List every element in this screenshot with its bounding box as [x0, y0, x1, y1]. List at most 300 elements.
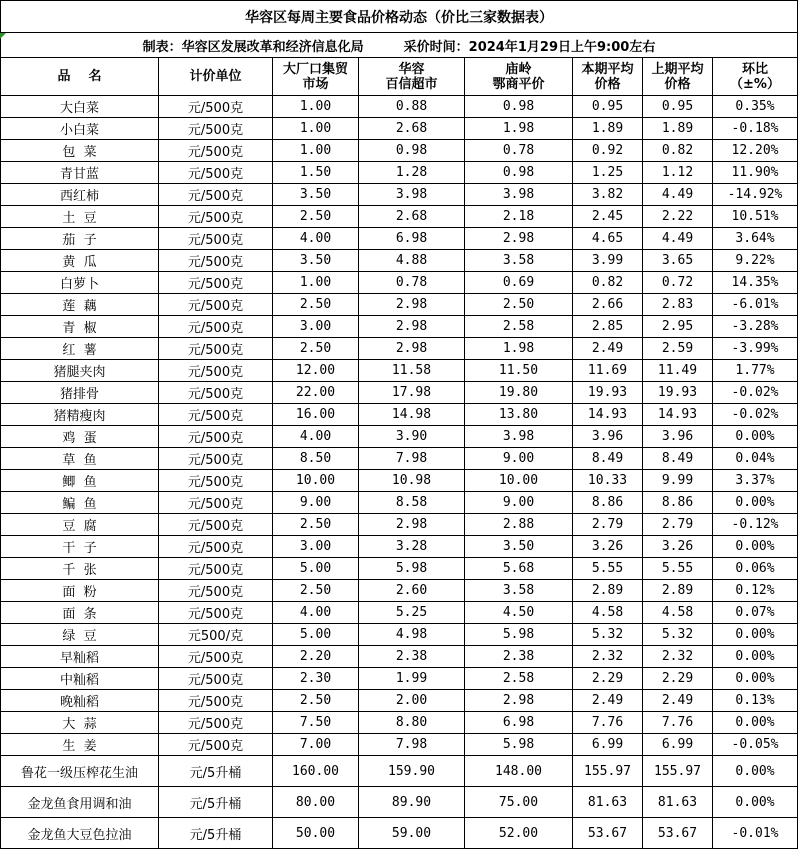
market-1-price-cell: 80.00 [273, 787, 359, 818]
previous-avg-cell: 2.59 [643, 338, 713, 360]
header-market-1 [273, 58, 359, 96]
current-avg-cell: 7.76 [573, 712, 643, 734]
market-2-price-cell: 2.00 [359, 690, 465, 712]
market-3-price-cell: 13.80 [465, 404, 573, 426]
change-percent-cell: 0.07% [713, 602, 798, 624]
current-avg-cell: 1.25 [573, 162, 643, 184]
unit-cell: 元/500克 [159, 602, 273, 624]
table-row [1, 96, 798, 118]
change-percent-cell: -0.02% [713, 404, 798, 426]
unit-cell: 元/500克 [159, 448, 273, 470]
market-2-price-cell: 2.38 [359, 646, 465, 668]
header-change-line-1: 环比 [741, 61, 768, 77]
change-percent-cell: -6.01% [713, 294, 798, 316]
previous-avg-cell: 11.49 [643, 360, 713, 382]
change-percent-cell: 1.77% [713, 360, 798, 382]
market-1-price-cell: 3.50 [273, 184, 359, 206]
previous-avg-cell: 3.96 [643, 426, 713, 448]
table-row [1, 470, 798, 492]
market-3-price-cell: 4.50 [465, 602, 573, 624]
change-percent-cell: 0.00% [713, 492, 798, 514]
item-name-cell: 大 蒜 [1, 712, 159, 734]
table-row [1, 690, 798, 712]
market-2-price-cell: 8.80 [359, 712, 465, 734]
previous-avg-cell: 14.93 [643, 404, 713, 426]
change-percent-cell: 9.22% [713, 250, 798, 272]
market-1-price-cell: 2.50 [273, 206, 359, 228]
market-3-price-cell: 2.18 [465, 206, 573, 228]
current-avg-cell: 155.97 [573, 756, 643, 787]
item-name-cell: 猪精瘦肉 [1, 404, 159, 426]
change-percent-cell: 0.00% [713, 646, 798, 668]
unit-cell: 元/500克 [159, 712, 273, 734]
change-percent-cell: 0.13% [713, 690, 798, 712]
table-row [1, 360, 798, 382]
market-2-price-cell: 8.58 [359, 492, 465, 514]
market-3-price-cell: 9.00 [465, 448, 573, 470]
current-avg-cell: 3.99 [573, 250, 643, 272]
market-3-price-cell: 2.98 [465, 228, 573, 250]
item-name-cell: 绿 豆 [1, 624, 159, 646]
item-name-cell: 中籼稻 [1, 668, 159, 690]
market-2-price-cell: 4.98 [359, 624, 465, 646]
change-percent-cell: 3.37% [713, 470, 798, 492]
table-row [1, 492, 798, 514]
table-row [1, 536, 798, 558]
unit-cell: 元/500克 [159, 162, 273, 184]
market-2-price-cell: 2.98 [359, 338, 465, 360]
unit-cell: 元/500克 [159, 668, 273, 690]
header-current-avg-line-1: 本期平均 [581, 61, 634, 77]
market-3-price-cell: 6.98 [465, 712, 573, 734]
current-avg-cell: 4.58 [573, 602, 643, 624]
table-row [1, 206, 798, 228]
market-3-price-cell: 5.68 [465, 558, 573, 580]
change-percent-cell: 3.64% [713, 228, 798, 250]
maker-label: 制表：华容区发展改革和经济信息化局 [142, 39, 364, 55]
unit-cell: 元/500克 [159, 316, 273, 338]
market-2-price-cell: 2.60 [359, 580, 465, 602]
change-percent-cell: 0.35% [713, 96, 798, 118]
market-1-price-cell: 2.50 [273, 690, 359, 712]
table-row [1, 338, 798, 360]
market-3-price-cell: 52.00 [465, 818, 573, 849]
item-name-cell: 鸡 蛋 [1, 426, 159, 448]
market-1-price-cell: 1.00 [273, 140, 359, 162]
change-percent-cell: 0.00% [713, 668, 798, 690]
previous-avg-cell: 4.58 [643, 602, 713, 624]
change-percent-cell: -3.99% [713, 338, 798, 360]
market-3-price-cell: 19.80 [465, 382, 573, 404]
previous-avg-cell: 7.76 [643, 712, 713, 734]
header-current-avg-line-2: 价格 [594, 76, 621, 92]
current-avg-cell: 2.45 [573, 206, 643, 228]
market-1-price-cell: 8.50 [273, 448, 359, 470]
market-1-price-cell: 1.00 [273, 272, 359, 294]
header-market-3-line-1: 庙岭 [505, 61, 532, 77]
market-3-price-cell: 2.58 [465, 668, 573, 690]
unit-cell: 元/500克 [159, 294, 273, 316]
previous-avg-cell: 2.22 [643, 206, 713, 228]
market-3-price-cell: 0.78 [465, 140, 573, 162]
market-2-price-cell: 2.98 [359, 316, 465, 338]
table-row [1, 426, 798, 448]
market-1-price-cell: 12.00 [273, 360, 359, 382]
market-3-price-cell: 0.69 [465, 272, 573, 294]
item-name-cell: 草 鱼 [1, 448, 159, 470]
previous-avg-cell: 2.29 [643, 668, 713, 690]
market-2-price-cell: 7.98 [359, 448, 465, 470]
current-avg-cell: 10.33 [573, 470, 643, 492]
item-name-cell: 早籼稻 [1, 646, 159, 668]
market-2-price-cell: 3.28 [359, 536, 465, 558]
change-percent-cell: 11.90% [713, 162, 798, 184]
table-row [1, 294, 798, 316]
previous-avg-cell: 4.49 [643, 184, 713, 206]
current-avg-cell: 19.93 [573, 382, 643, 404]
unit-cell: 元/500克 [159, 426, 273, 448]
current-avg-cell: 2.85 [573, 316, 643, 338]
market-3-price-cell: 2.88 [465, 514, 573, 536]
change-percent-cell: 10.51% [713, 206, 798, 228]
market-1-price-cell: 2.50 [273, 294, 359, 316]
previous-avg-cell: 6.99 [643, 734, 713, 756]
market-2-price-cell: 1.99 [359, 668, 465, 690]
item-name-cell: 豆 腐 [1, 514, 159, 536]
item-name-cell: 面 粉 [1, 580, 159, 602]
current-avg-cell: 81.63 [573, 787, 643, 818]
header-market-2-line-1: 华容 [398, 61, 425, 77]
market-1-price-cell: 16.00 [273, 404, 359, 426]
item-name-cell: 青甘蓝 [1, 162, 159, 184]
market-2-price-cell: 3.90 [359, 426, 465, 448]
current-avg-cell: 14.93 [573, 404, 643, 426]
item-name-cell: 大白菜 [1, 96, 159, 118]
current-avg-cell: 2.79 [573, 514, 643, 536]
unit-cell: 元/500克 [159, 206, 273, 228]
unit-cell: 元/500克 [159, 580, 273, 602]
header-market-2 [359, 58, 465, 96]
change-percent-cell: -3.28% [713, 316, 798, 338]
market-2-price-cell: 0.78 [359, 272, 465, 294]
unit-cell: 元/500克 [159, 118, 273, 140]
unit-cell: 元/500克 [159, 96, 273, 118]
market-3-price-cell: 5.98 [465, 624, 573, 646]
market-3-price-cell: 3.98 [465, 184, 573, 206]
market-3-price-cell: 5.98 [465, 734, 573, 756]
previous-avg-cell: 2.83 [643, 294, 713, 316]
market-1-price-cell: 2.50 [273, 514, 359, 536]
table-row [1, 756, 798, 787]
table-row [1, 272, 798, 294]
market-3-price-cell: 9.00 [465, 492, 573, 514]
market-3-price-cell: 3.58 [465, 580, 573, 602]
change-percent-cell: 0.00% [713, 756, 798, 787]
change-percent-cell: -0.05% [713, 734, 798, 756]
item-name-cell: 白萝卜 [1, 272, 159, 294]
current-avg-cell: 8.49 [573, 448, 643, 470]
market-3-price-cell: 1.98 [465, 118, 573, 140]
market-1-price-cell: 2.20 [273, 646, 359, 668]
change-percent-cell: 0.06% [713, 558, 798, 580]
cell-comment-marker [0, 33, 6, 39]
current-avg-cell: 5.55 [573, 558, 643, 580]
current-avg-cell: 0.92 [573, 140, 643, 162]
table-row [1, 514, 798, 536]
change-percent-cell: 0.00% [713, 624, 798, 646]
market-2-price-cell: 3.98 [359, 184, 465, 206]
current-avg-cell: 0.82 [573, 272, 643, 294]
unit-cell: 元/500克 [159, 646, 273, 668]
market-1-price-cell: 3.00 [273, 316, 359, 338]
market-2-price-cell: 2.98 [359, 294, 465, 316]
table-row [1, 602, 798, 624]
previous-avg-cell: 2.95 [643, 316, 713, 338]
item-name-cell: 鳊 鱼 [1, 492, 159, 514]
header-previous-avg [643, 58, 713, 96]
market-3-price-cell: 2.98 [465, 690, 573, 712]
market-3-price-cell: 1.98 [465, 338, 573, 360]
market-3-price-cell: 75.00 [465, 787, 573, 818]
unit-cell: 元/500克 [159, 404, 273, 426]
header-previous-avg-line-2: 价格 [664, 76, 691, 92]
unit-cell: 元/5升桶 [159, 787, 273, 818]
change-percent-cell: 0.12% [713, 580, 798, 602]
header-current-avg [573, 58, 643, 96]
previous-avg-cell: 81.63 [643, 787, 713, 818]
item-name-cell: 猪腿夹肉 [1, 360, 159, 382]
unit-cell: 元/500克 [159, 690, 273, 712]
item-name-cell: 鲫 鱼 [1, 470, 159, 492]
market-3-price-cell: 3.50 [465, 536, 573, 558]
unit-cell: 元/500克 [159, 140, 273, 162]
item-name-cell: 金龙鱼大豆色拉油 [1, 818, 159, 849]
item-name-cell: 金龙鱼食用调和油 [1, 787, 159, 818]
change-percent-cell: -0.01% [713, 818, 798, 849]
current-avg-cell: 11.69 [573, 360, 643, 382]
market-1-price-cell: 3.00 [273, 536, 359, 558]
market-1-price-cell: 4.00 [273, 426, 359, 448]
table-row [1, 787, 798, 818]
unit-cell: 元/500克 [159, 338, 273, 360]
unit-cell: 元/500克 [159, 184, 273, 206]
market-3-price-cell: 3.98 [465, 426, 573, 448]
market-2-price-cell: 14.98 [359, 404, 465, 426]
market-2-price-cell: 59.00 [359, 818, 465, 849]
market-1-price-cell: 10.00 [273, 470, 359, 492]
market-2-price-cell: 5.98 [359, 558, 465, 580]
header-market-3 [465, 58, 573, 96]
table-row [1, 646, 798, 668]
market-1-price-cell: 2.50 [273, 580, 359, 602]
table-row [1, 734, 798, 756]
table-row [1, 818, 798, 849]
previous-avg-cell: 53.67 [643, 818, 713, 849]
change-percent-cell: 0.00% [713, 426, 798, 448]
current-avg-cell: 1.89 [573, 118, 643, 140]
table-row [1, 712, 798, 734]
market-3-price-cell: 148.00 [465, 756, 573, 787]
previous-avg-cell: 0.95 [643, 96, 713, 118]
unit-cell: 元500/克 [159, 624, 273, 646]
header-market-3-line-2: 鄂商平价 [492, 76, 545, 92]
change-percent-cell: 0.04% [713, 448, 798, 470]
previous-avg-cell: 3.26 [643, 536, 713, 558]
unit-cell: 元/500克 [159, 558, 273, 580]
header-row [1, 58, 798, 96]
current-avg-cell: 5.32 [573, 624, 643, 646]
market-3-price-cell: 3.58 [465, 250, 573, 272]
unit-cell: 元/500克 [159, 250, 273, 272]
market-2-price-cell: 10.98 [359, 470, 465, 492]
table-row [1, 184, 798, 206]
title-row [1, 1, 798, 33]
market-2-price-cell: 0.98 [359, 140, 465, 162]
table-row [1, 140, 798, 162]
change-percent-cell: -0.18% [713, 118, 798, 140]
table-row [1, 448, 798, 470]
table-row [1, 228, 798, 250]
change-percent-cell: 12.20% [713, 140, 798, 162]
unit-cell: 元/500克 [159, 536, 273, 558]
current-avg-cell: 2.32 [573, 646, 643, 668]
table-row [1, 250, 798, 272]
table-row [1, 404, 798, 426]
current-avg-cell: 2.66 [573, 294, 643, 316]
current-avg-cell: 53.67 [573, 818, 643, 849]
market-2-price-cell: 5.25 [359, 602, 465, 624]
current-avg-cell: 2.49 [573, 690, 643, 712]
header-previous-avg-line-1: 上期平均 [651, 61, 704, 77]
market-2-price-cell: 6.98 [359, 228, 465, 250]
change-percent-cell: -0.12% [713, 514, 798, 536]
header-market-2-line-2: 百信超市 [385, 76, 438, 92]
market-1-price-cell: 5.00 [273, 558, 359, 580]
previous-avg-cell: 19.93 [643, 382, 713, 404]
market-2-price-cell: 2.68 [359, 206, 465, 228]
unit-cell: 元/500克 [159, 514, 273, 536]
table-row [1, 558, 798, 580]
item-name-cell: 茄 子 [1, 228, 159, 250]
item-name-cell: 黄 瓜 [1, 250, 159, 272]
item-name-cell: 面 条 [1, 602, 159, 624]
current-avg-cell: 2.29 [573, 668, 643, 690]
previous-avg-cell: 4.49 [643, 228, 713, 250]
market-3-price-cell: 11.50 [465, 360, 573, 382]
market-3-price-cell: 0.98 [465, 96, 573, 118]
market-1-price-cell: 7.00 [273, 734, 359, 756]
previous-avg-cell: 1.12 [643, 162, 713, 184]
previous-avg-cell: 155.97 [643, 756, 713, 787]
previous-avg-cell: 3.65 [643, 250, 713, 272]
previous-avg-cell: 2.79 [643, 514, 713, 536]
market-1-price-cell: 1.50 [273, 162, 359, 184]
previous-avg-cell: 8.86 [643, 492, 713, 514]
item-name-cell: 生 姜 [1, 734, 159, 756]
item-name-cell: 红 薯 [1, 338, 159, 360]
change-percent-cell: 0.00% [713, 536, 798, 558]
previous-avg-cell: 2.89 [643, 580, 713, 602]
table-row [1, 162, 798, 184]
item-name-cell: 猪排骨 [1, 382, 159, 404]
header-change [713, 58, 798, 96]
market-1-price-cell: 5.00 [273, 624, 359, 646]
item-name-cell: 土 豆 [1, 206, 159, 228]
current-avg-cell: 3.96 [573, 426, 643, 448]
market-1-price-cell: 50.00 [273, 818, 359, 849]
market-1-price-cell: 160.00 [273, 756, 359, 787]
item-name-cell: 千 张 [1, 558, 159, 580]
unit-cell: 元/500克 [159, 492, 273, 514]
sample-time-label: 采价时间：2024年1月29日上午9:00左右 [403, 39, 656, 55]
market-1-price-cell: 3.50 [273, 250, 359, 272]
item-name-cell: 青 椒 [1, 316, 159, 338]
previous-avg-cell: 8.49 [643, 448, 713, 470]
change-percent-cell: -0.02% [713, 382, 798, 404]
unit-cell: 元/500克 [159, 470, 273, 492]
market-1-price-cell: 1.00 [273, 118, 359, 140]
unit-cell: 元/500克 [159, 272, 273, 294]
market-1-price-cell: 7.50 [273, 712, 359, 734]
change-percent-cell: 0.00% [713, 712, 798, 734]
current-avg-cell: 2.89 [573, 580, 643, 602]
market-2-price-cell: 1.28 [359, 162, 465, 184]
market-3-price-cell: 2.58 [465, 316, 573, 338]
current-avg-cell: 6.99 [573, 734, 643, 756]
current-avg-cell: 8.86 [573, 492, 643, 514]
item-name-cell: 晚籼稻 [1, 690, 159, 712]
previous-avg-cell: 1.89 [643, 118, 713, 140]
change-percent-cell: 0.00% [713, 787, 798, 818]
current-avg-cell: 0.95 [573, 96, 643, 118]
current-avg-cell: 3.82 [573, 184, 643, 206]
table-row [1, 624, 798, 646]
table-row [1, 668, 798, 690]
item-name-cell: 包 菜 [1, 140, 159, 162]
market-2-price-cell: 4.88 [359, 250, 465, 272]
market-3-price-cell: 2.50 [465, 294, 573, 316]
market-1-price-cell: 2.30 [273, 668, 359, 690]
header-change-line-2: （±%） [730, 76, 780, 92]
market-3-price-cell: 0.98 [465, 162, 573, 184]
market-3-price-cell: 2.38 [465, 646, 573, 668]
unit-cell: 元/5升桶 [159, 818, 273, 849]
market-2-price-cell: 17.98 [359, 382, 465, 404]
table-row [1, 118, 798, 140]
header-name: 品 名 [1, 58, 159, 96]
table-row [1, 580, 798, 602]
table-row [1, 316, 798, 338]
unit-cell: 元/500克 [159, 734, 273, 756]
market-2-price-cell: 2.68 [359, 118, 465, 140]
current-avg-cell: 2.49 [573, 338, 643, 360]
header-market-1-line-1: 大厂口集贸 [282, 61, 348, 77]
market-1-price-cell: 4.00 [273, 602, 359, 624]
market-2-price-cell: 7.98 [359, 734, 465, 756]
market-2-price-cell: 2.98 [359, 514, 465, 536]
header-unit: 计价单位 [159, 58, 273, 96]
previous-avg-cell: 2.32 [643, 646, 713, 668]
table-row [1, 382, 798, 404]
item-name-cell: 莲 藕 [1, 294, 159, 316]
unit-cell: 元/5升桶 [159, 756, 273, 787]
previous-avg-cell: 0.72 [643, 272, 713, 294]
market-3-price-cell: 10.00 [465, 470, 573, 492]
meta-row [1, 33, 798, 58]
item-name-cell: 鲁花一级压榨花生油 [1, 756, 159, 787]
item-name-cell: 西红柿 [1, 184, 159, 206]
unit-cell: 元/500克 [159, 382, 273, 404]
